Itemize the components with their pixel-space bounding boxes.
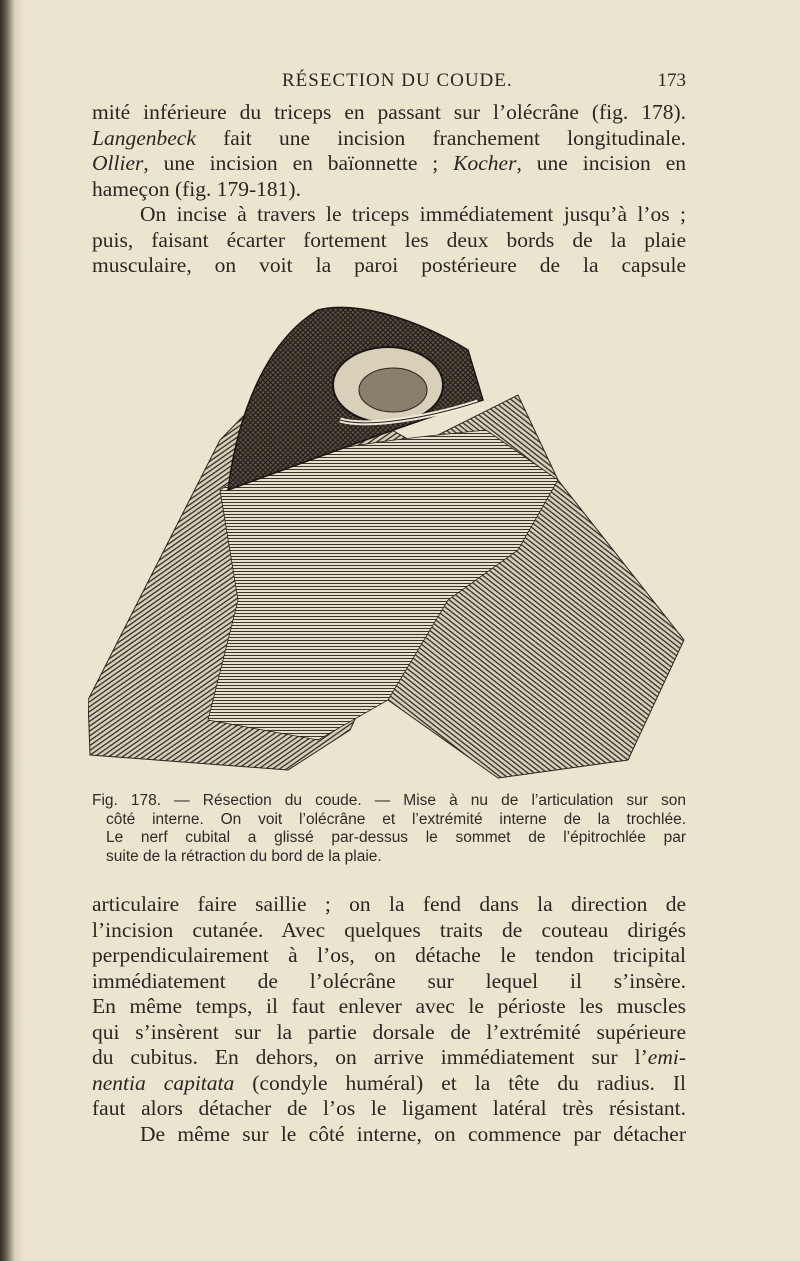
page-number: 173: [657, 70, 686, 91]
text-line: mité inférieure du triceps en passant sur l’olécrâne (fig. 178).: [92, 100, 686, 124]
text-line: De même sur le côté interne, on commence par détacher: [140, 1121, 686, 1146]
text-line: faut alors détacher de l’os le ligament latéral très résistant.: [92, 1096, 686, 1120]
caption-line: Le nerf cubital a glissé par-dessus le sommet de l’épitrochlée par: [106, 829, 686, 846]
text-line: perpendiculairement à l’os, on détache le tendon tricipital: [92, 943, 686, 967]
text-line: qui s’insèrent sur la partie dorsale de l’extrémité supérieure: [92, 1019, 686, 1044]
author-name: Ollier: [92, 151, 144, 175]
caption-line: suite de la rétraction du bord de la plaie.: [106, 847, 382, 865]
paragraph-top: [92, 100, 686, 279]
text-line: nentia capitata (condyle huméral) et la tête du radius. Il: [92, 1070, 687, 1095]
page-header: [92, 62, 686, 92]
figure-caption: [92, 792, 686, 866]
running-head: RÉSECTION DU COUDE.: [282, 70, 513, 91]
text-line: On incise à travers le triceps immédiatement jusqu’à l’os ;: [140, 202, 686, 226]
text-line: En même temps, il faut enlever avec le périoste les muscles: [92, 994, 686, 1018]
engraving-illustration: [88, 300, 688, 780]
latin-term: emi-: [647, 1045, 686, 1069]
text-line: Langenbeck fait une incision franchement longitudinale.: [92, 125, 686, 150]
book-binding-shadow: [0, 0, 14, 1261]
text-line: puis, faisant écarter fortement les deux bords de la plaie: [92, 227, 686, 252]
text-line: articulaire faire saillie ; on la fend dans la direction de: [92, 892, 686, 916]
page-gutter: [14, 0, 24, 1261]
caption-line: Fig. 178. — Résection du coude. — Mise à nu de l’articulation sur son: [92, 792, 686, 809]
paragraph-bottom: [92, 892, 686, 1147]
author-name: Kocher: [453, 151, 517, 175]
caption-line: côté interne. On voit l’olécrâne et l’extrémité interne de la trochlée.: [106, 810, 686, 828]
text-line: du cubitus. En dehors, on arrive immédiatement sur l’emi-: [92, 1045, 686, 1069]
text-line: l’incision cutanée. Avec quelques traits de couteau dirigés: [92, 917, 686, 942]
text-line: immédiatement de l’olécrâne sur lequel il s’insère.: [92, 968, 686, 993]
latin-term: nentia capitata: [92, 1070, 235, 1095]
author-name: Langenbeck: [92, 125, 196, 150]
text-line: hameçon (fig. 179-181).: [92, 176, 301, 201]
text-line: Ollier, une incision en baïonnette ; Kocher, une incision en: [92, 151, 687, 175]
text-line: musculaire, on voit la paroi postérieure de la capsule: [92, 253, 686, 277]
elbow-resection-engraving: [88, 300, 688, 780]
